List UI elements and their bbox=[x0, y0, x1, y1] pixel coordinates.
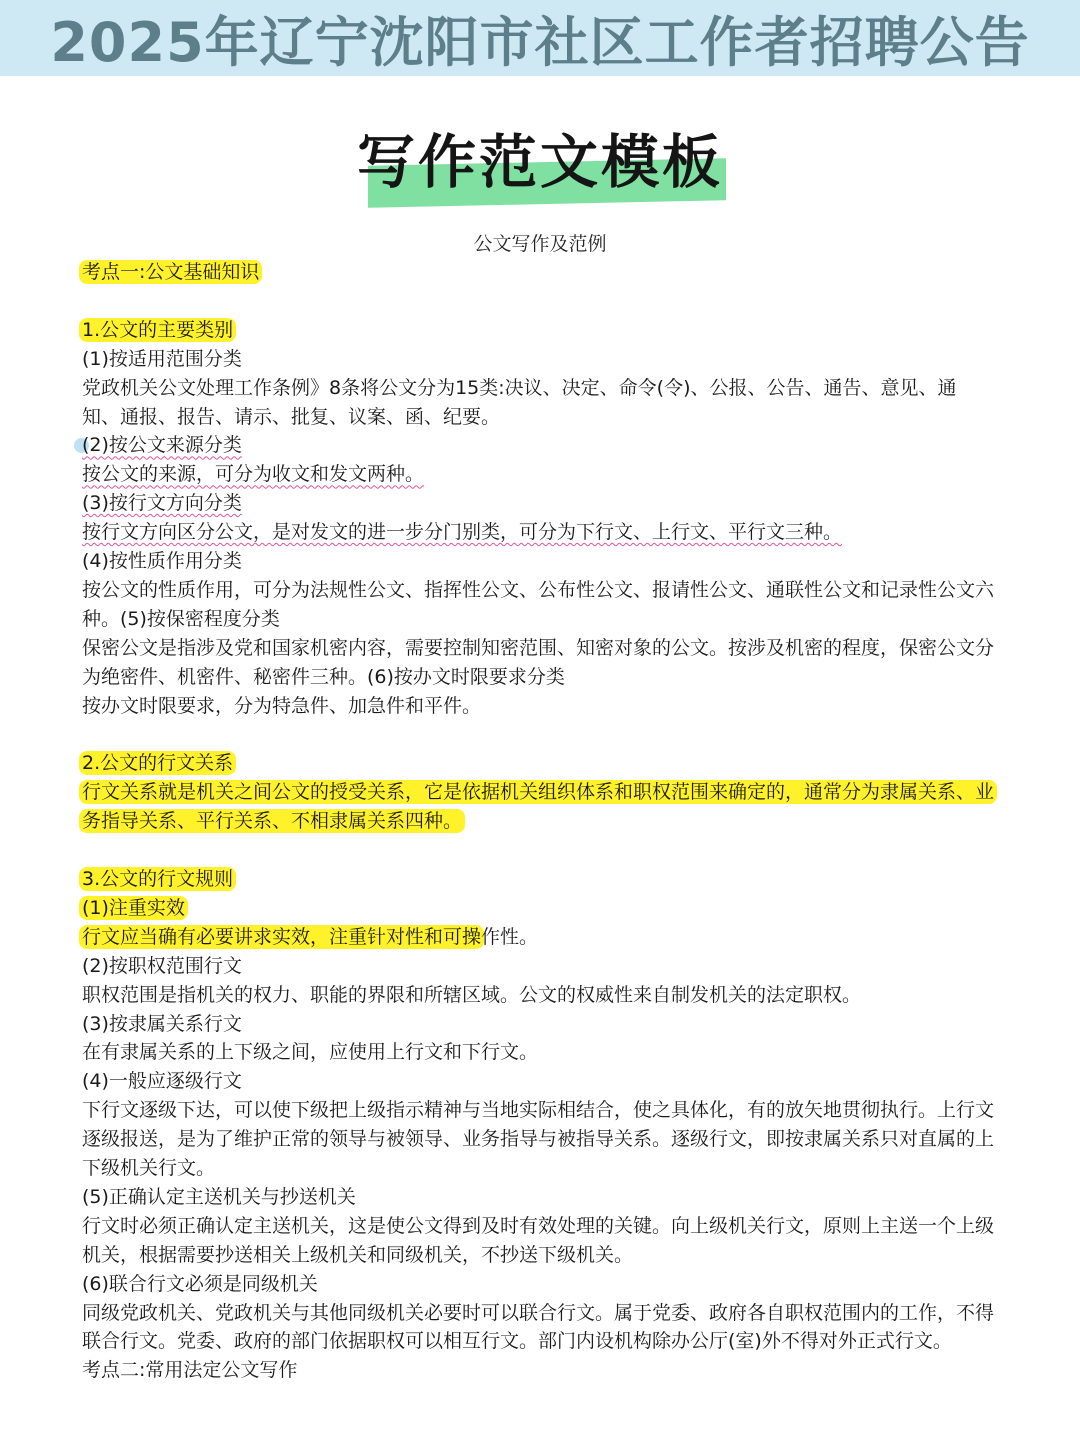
point2-heading: 考点二:常用法定公文写作 bbox=[82, 1359, 298, 1382]
point1-heading: 考点一:公文基础知识 bbox=[79, 260, 262, 284]
blank-line bbox=[82, 836, 994, 865]
section2-heading: 2.公文的行文关系 bbox=[79, 751, 236, 775]
category6-text: 按办文时限要求，分为特急件、加急件和平件。 bbox=[82, 694, 482, 717]
header-banner bbox=[0, 0, 1080, 76]
rule6-text: 同级党政机关、党政机关与其他同级机关必要时可以联合行文。属于党委、政府各自职权范围内的工作，不得联合行文。党委、政府的部门依据职权可以相互行文。部门内设机构除办公厅(室)外不得对外正式行文。 bbox=[82, 1301, 995, 1353]
category5-text: 保密公文是指涉及党和国家机密内容，需要控制知密范围、知密对象的公文。按涉及机密的程度，保密公文分为绝密件、机密件、秘密件三种。(6)按办文时限要求分类 bbox=[82, 636, 995, 688]
document-body bbox=[82, 258, 994, 1385]
rule5-title: (5)正确认定主送机关与抄送机关 bbox=[82, 1185, 356, 1208]
rule3-title: (3)按隶属关系行文 bbox=[82, 1012, 242, 1035]
blank-line bbox=[82, 287, 994, 316]
category1-text: 党政机关公文处理工作条例》8条将公文分为15类:决议、决定、命令(令)、公报、公告、通告、意见、通知、通报、报告、请示、批复、议案、函、纪要。 bbox=[82, 376, 957, 428]
banner-title: 2025年辽宁沈阳市社区工作者招聘公告 bbox=[50, 10, 1030, 74]
rule1-text-rest: 作性。 bbox=[481, 925, 539, 948]
blank-line bbox=[82, 720, 994, 749]
category4-title: (4)按性质作用分类 bbox=[82, 550, 242, 573]
rule4-text: 下行文逐级下达，可以使下级把上级指示精神与当地实际相结合，使之具体化，有的放矢地贯彻执行。上行文逐级报送，是为了维护正常的领导与被领导、业务指导与被指导关系。逐级行文，即按隶属关系只对直属的上下级机关行文。 bbox=[82, 1099, 995, 1180]
category3-title: (3)按行文方向分类 bbox=[82, 492, 242, 515]
rule3-text: 在有隶属关系的上下级之间，应使用上行文和下行文。 bbox=[82, 1041, 539, 1064]
page-subtitle: 公文写作及范例 bbox=[473, 233, 607, 255]
rule2-title: (2)按职权范围行文 bbox=[82, 954, 242, 977]
category2-title: (2)按公文来源分类 bbox=[82, 434, 242, 457]
rule4-title: (4)一般应逐级行文 bbox=[82, 1070, 242, 1093]
title-block bbox=[0, 122, 1080, 212]
section1-heading: 1.公文的主要类别 bbox=[79, 318, 236, 342]
rule6-title: (6)联合行文必须是同级机关 bbox=[82, 1272, 318, 1295]
category3-text: 按行文方向区分公文，是对发文的进一步分门别类，可分为下行文、上行文、平行文三种。 bbox=[82, 521, 843, 544]
category4-text: 按公文的性质作用，可分为法规性公文、指挥性公文、公布性公文、报请性公文、通联性公文和记录性公文六种。(5)按保密程度分类 bbox=[82, 578, 995, 630]
category2-title-row bbox=[82, 431, 994, 460]
rule1-text-row bbox=[82, 923, 994, 952]
page-title: 写作范文模板 bbox=[356, 128, 723, 196]
rule5-text: 行文时必须正确认定主送机关，这是使公文得到及时有效处理的关键。向上级机关行文，原则上主送一个上级机关，根据需要抄送相关上级机关和同级机关，不抄送下级机关。 bbox=[82, 1214, 995, 1266]
rule1-text-highlighted: 行文应当确有必要讲求实效，注重针对性和可操 bbox=[79, 925, 484, 949]
section3-heading: 3.公文的行文规则 bbox=[79, 867, 236, 891]
section2-text: 行文关系就是机关之间公文的授受关系，它是依据机关组织体系和职权范围来确定的，通常分为隶属关系、业务指导关系、平行关系、不相隶属关系四种。 bbox=[79, 780, 997, 833]
category1-title: (1)按适用范围分类 bbox=[82, 347, 242, 370]
rule2-text: 职权范围是指机关的权力、职能的界限和所辖区域。公文的权威性来自制发机关的法定职权。 bbox=[82, 983, 862, 1006]
rule1-title: (1)注重实效 bbox=[79, 896, 188, 920]
category2-text: 按公文的来源，可分为收文和发文两种。 bbox=[82, 463, 425, 486]
